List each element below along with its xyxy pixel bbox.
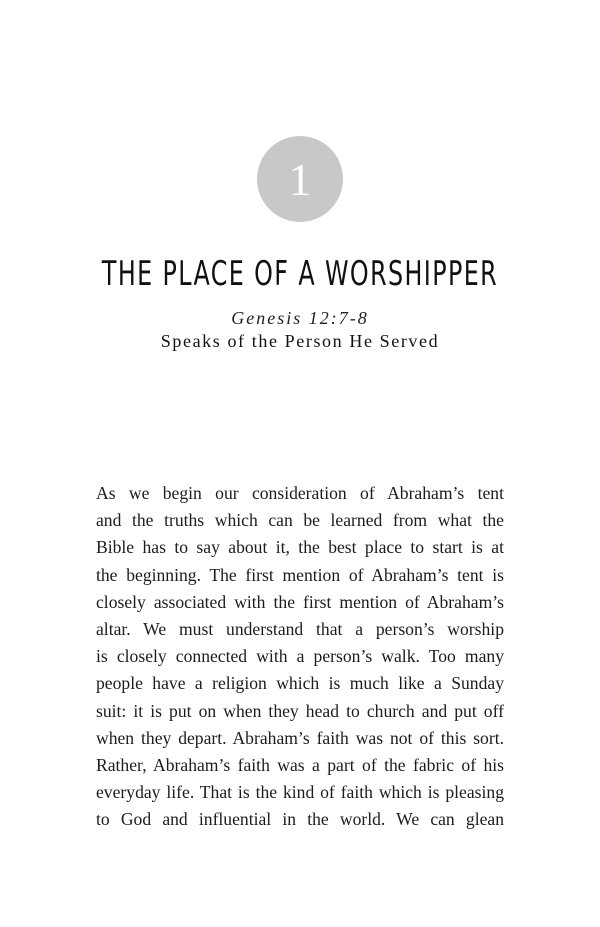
body-line: and the truths which can be learned from what the bbox=[96, 510, 504, 531]
chapter-number-badge bbox=[257, 136, 343, 222]
chapter-title: THE PLACE OF A WORSHIPPER bbox=[101, 254, 499, 294]
body-line: everyday life. That is the kind of faith which is pleasing bbox=[96, 782, 504, 803]
body-line: the beginning. The first mention of Abraham’s tent is bbox=[96, 564, 504, 585]
scripture-reference: Genesis 12:7-8 bbox=[231, 308, 369, 328]
body-line: closely associated with the first mention of Abraham’s bbox=[96, 591, 504, 612]
chapter-subtitle: Speaks of the Person He Served bbox=[160, 331, 440, 351]
body-line: As we begin our consideration of Abraham’s tent bbox=[96, 483, 504, 503]
body-line: Bible has to say about it, the best place to start is at bbox=[96, 537, 504, 558]
body-line: when they depart. Abraham’s faith was not of this sort. bbox=[96, 727, 504, 748]
body-line: to God and influential in the world. We can glean bbox=[96, 809, 504, 830]
body-line: Rather, Abraham’s faith was a part of the fabric of his bbox=[96, 754, 504, 775]
body-paragraph bbox=[96, 480, 504, 833]
body-line: suit: it is put on when they head to church and put off bbox=[96, 700, 504, 721]
body-line: people have a religion which is much like a Sunday bbox=[96, 673, 504, 694]
chapter-number: 1 bbox=[288, 154, 312, 205]
body-line: is closely connected with a person’s walk. Too many bbox=[96, 646, 504, 667]
body-line: altar. We must understand that a person’s worship bbox=[96, 618, 504, 639]
